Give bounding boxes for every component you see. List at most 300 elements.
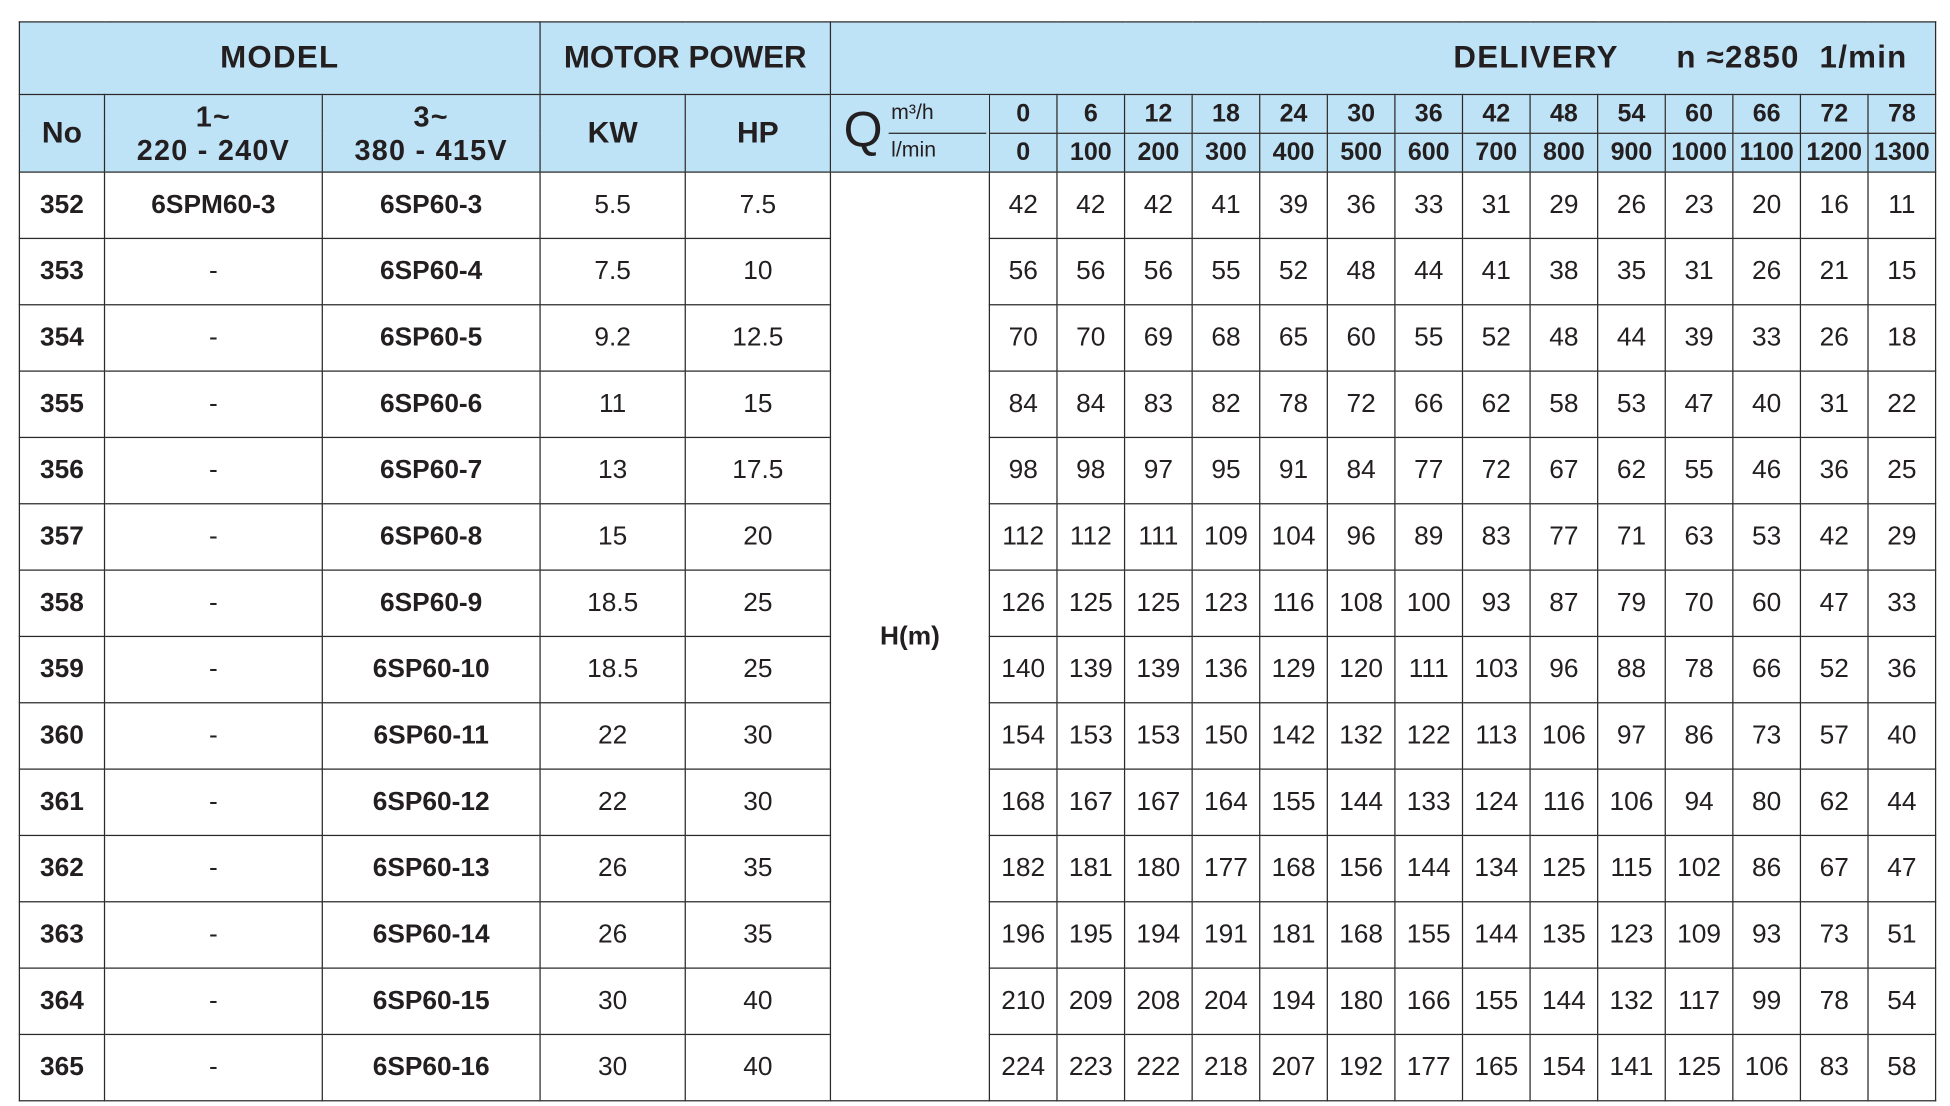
head-value: 99 xyxy=(1733,968,1801,1034)
head-value: 47 xyxy=(1665,371,1733,437)
head-value: 140 xyxy=(989,636,1057,702)
flow-symbol: Q xyxy=(843,102,883,158)
head-value: 91 xyxy=(1260,437,1328,503)
head-value: 123 xyxy=(1192,570,1260,636)
three-phase-model: 6SP60-8 xyxy=(322,504,540,570)
head-value: 26 xyxy=(1598,172,1666,238)
three-phase-symbol: 3~ xyxy=(413,99,449,133)
head-value: 182 xyxy=(989,835,1057,901)
flow-lmin-value: 500 xyxy=(1327,133,1395,172)
motor-kw: 5.5 xyxy=(540,172,685,238)
three-phase-header xyxy=(322,94,540,172)
single-phase-model: - xyxy=(105,968,323,1034)
head-value: 164 xyxy=(1192,769,1260,835)
head-value: 155 xyxy=(1395,902,1463,968)
flow-m3h-value: 72 xyxy=(1800,94,1868,133)
head-value: 109 xyxy=(1665,902,1733,968)
head-value: 139 xyxy=(1125,636,1193,702)
head-value: 84 xyxy=(1057,371,1125,437)
head-value: 154 xyxy=(989,703,1057,769)
three-phase-model: 6SP60-13 xyxy=(322,835,540,901)
motor-kw: 22 xyxy=(540,769,685,835)
flow-lmin-value: 100 xyxy=(1057,133,1125,172)
head-value: 31 xyxy=(1800,371,1868,437)
three-phase-model: 6SP60-15 xyxy=(322,968,540,1034)
row-number: 358 xyxy=(19,570,104,636)
head-value: 23 xyxy=(1665,172,1733,238)
head-value: 154 xyxy=(1530,1034,1598,1100)
head-value: 52 xyxy=(1800,636,1868,702)
head-value: 196 xyxy=(989,902,1057,968)
head-value: 155 xyxy=(1463,968,1531,1034)
head-value: 52 xyxy=(1463,305,1531,371)
head-value: 181 xyxy=(1057,835,1125,901)
head-value: 177 xyxy=(1395,1034,1463,1100)
head-value: 55 xyxy=(1192,238,1260,304)
single-phase-symbol: 1~ xyxy=(195,99,232,133)
head-value: 72 xyxy=(1463,437,1531,503)
head-value: 168 xyxy=(1260,835,1328,901)
head-value: 97 xyxy=(1598,703,1666,769)
head-value: 165 xyxy=(1463,1034,1531,1100)
head-value: 60 xyxy=(1733,570,1801,636)
flow-m3h-value: 30 xyxy=(1327,94,1395,133)
motor-kw: 22 xyxy=(540,703,685,769)
motor-kw: 26 xyxy=(540,835,685,901)
head-value: 126 xyxy=(989,570,1057,636)
flow-lmin-value: 300 xyxy=(1192,133,1260,172)
head-value: 153 xyxy=(1057,703,1125,769)
head-value: 15 xyxy=(1868,238,1936,304)
head-value: 97 xyxy=(1125,437,1193,503)
single-phase-model: - xyxy=(105,769,323,835)
row-number: 352 xyxy=(19,172,104,238)
head-value: 123 xyxy=(1598,902,1666,968)
flow-unit-lmin: l/min xyxy=(891,137,937,162)
motor-hp: 7.5 xyxy=(685,172,830,238)
kw-header: KW xyxy=(540,94,685,172)
flow-lmin-value: 800 xyxy=(1530,133,1598,172)
three-phase-model: 6SP60-3 xyxy=(322,172,540,238)
flow-lmin-value: 1000 xyxy=(1665,133,1733,172)
head-value: 168 xyxy=(1327,902,1395,968)
row-number: 355 xyxy=(19,371,104,437)
head-value: 44 xyxy=(1598,305,1666,371)
head-value: 72 xyxy=(1327,371,1395,437)
single-phase-header xyxy=(105,94,323,172)
head-value: 222 xyxy=(1125,1034,1193,1100)
row-number: 357 xyxy=(19,504,104,570)
flow-unit-header xyxy=(830,94,989,172)
head-value: 218 xyxy=(1192,1034,1260,1100)
head-value: 125 xyxy=(1057,570,1125,636)
head-value: 16 xyxy=(1800,172,1868,238)
motor-kw: 30 xyxy=(540,968,685,1034)
no-header: No xyxy=(19,94,104,172)
head-value: 120 xyxy=(1327,636,1395,702)
motor-hp: 30 xyxy=(685,769,830,835)
head-value: 106 xyxy=(1733,1034,1801,1100)
motor-kw: 9.2 xyxy=(540,305,685,371)
head-value: 111 xyxy=(1395,636,1463,702)
head-value: 181 xyxy=(1260,902,1328,968)
motor-hp: 30 xyxy=(685,703,830,769)
row-number: 356 xyxy=(19,437,104,503)
head-value: 47 xyxy=(1800,570,1868,636)
head-value: 67 xyxy=(1800,835,1868,901)
head-value: 26 xyxy=(1733,238,1801,304)
head-label: H(m) xyxy=(830,172,989,1101)
flow-m3h-value: 24 xyxy=(1260,94,1328,133)
model-header: MODEL xyxy=(19,22,540,95)
speed-label: n ≈2850 1/min xyxy=(1676,40,1908,76)
head-value: 192 xyxy=(1327,1034,1395,1100)
head-value: 155 xyxy=(1260,769,1328,835)
head-value: 42 xyxy=(1057,172,1125,238)
row-number: 365 xyxy=(19,1034,104,1100)
head-value: 66 xyxy=(1733,636,1801,702)
single-phase-model: - xyxy=(105,305,323,371)
head-value: 113 xyxy=(1463,703,1531,769)
head-value: 93 xyxy=(1733,902,1801,968)
head-value: 80 xyxy=(1733,769,1801,835)
head-value: 31 xyxy=(1463,172,1531,238)
head-value: 134 xyxy=(1463,835,1531,901)
single-phase-model: - xyxy=(105,703,323,769)
single-phase-model: - xyxy=(105,238,323,304)
head-value: 103 xyxy=(1463,636,1531,702)
head-value: 117 xyxy=(1665,968,1733,1034)
head-value: 129 xyxy=(1260,636,1328,702)
head-value: 62 xyxy=(1598,437,1666,503)
head-value: 204 xyxy=(1192,968,1260,1034)
head-value: 73 xyxy=(1733,703,1801,769)
head-value: 142 xyxy=(1260,703,1328,769)
head-value: 33 xyxy=(1868,570,1936,636)
head-value: 44 xyxy=(1395,238,1463,304)
head-value: 40 xyxy=(1733,371,1801,437)
motor-kw: 26 xyxy=(540,902,685,968)
head-value: 136 xyxy=(1192,636,1260,702)
head-value: 29 xyxy=(1530,172,1598,238)
head-value: 79 xyxy=(1598,570,1666,636)
head-value: 65 xyxy=(1260,305,1328,371)
head-value: 223 xyxy=(1057,1034,1125,1100)
motor-hp: 40 xyxy=(685,968,830,1034)
motor-hp: 15 xyxy=(685,371,830,437)
motor-hp: 17.5 xyxy=(685,437,830,503)
head-value: 84 xyxy=(989,371,1057,437)
head-value: 111 xyxy=(1125,504,1193,570)
head-value: 109 xyxy=(1192,504,1260,570)
three-phase-model: 6SP60-14 xyxy=(322,902,540,968)
head-value: 144 xyxy=(1530,968,1598,1034)
motor-hp: 35 xyxy=(685,902,830,968)
head-value: 36 xyxy=(1327,172,1395,238)
head-value: 194 xyxy=(1260,968,1328,1034)
head-value: 156 xyxy=(1327,835,1395,901)
row-number: 363 xyxy=(19,902,104,968)
head-value: 70 xyxy=(989,305,1057,371)
head-value: 108 xyxy=(1327,570,1395,636)
flow-lmin-value: 600 xyxy=(1395,133,1463,172)
motor-kw: 13 xyxy=(540,437,685,503)
head-value: 106 xyxy=(1530,703,1598,769)
single-phase-model: - xyxy=(105,371,323,437)
head-value: 44 xyxy=(1868,769,1936,835)
flow-lmin-value: 400 xyxy=(1260,133,1328,172)
motor-hp: 35 xyxy=(685,835,830,901)
head-value: 112 xyxy=(989,504,1057,570)
row-number: 361 xyxy=(19,769,104,835)
flow-m3h-value: 48 xyxy=(1530,94,1598,133)
single-phase-model: - xyxy=(105,636,323,702)
flow-m3h-value: 60 xyxy=(1665,94,1733,133)
head-value: 144 xyxy=(1327,769,1395,835)
head-value: 116 xyxy=(1260,570,1328,636)
head-value: 55 xyxy=(1395,305,1463,371)
head-value: 86 xyxy=(1665,703,1733,769)
single-phase-model: - xyxy=(105,504,323,570)
head-value: 166 xyxy=(1395,968,1463,1034)
hp-header: HP xyxy=(685,94,830,172)
head-value: 78 xyxy=(1665,636,1733,702)
three-phase-model: 6SP60-9 xyxy=(322,570,540,636)
head-value: 224 xyxy=(989,1034,1057,1100)
head-value: 25 xyxy=(1868,437,1936,503)
head-value: 98 xyxy=(989,437,1057,503)
head-value: 86 xyxy=(1733,835,1801,901)
head-value: 135 xyxy=(1530,902,1598,968)
head-value: 122 xyxy=(1395,703,1463,769)
head-value: 132 xyxy=(1327,703,1395,769)
head-value: 168 xyxy=(989,769,1057,835)
head-value: 78 xyxy=(1260,371,1328,437)
flow-lmin-value: 200 xyxy=(1125,133,1193,172)
motor-hp: 10 xyxy=(685,238,830,304)
head-value: 144 xyxy=(1395,835,1463,901)
motor-hp: 20 xyxy=(685,504,830,570)
head-value: 11 xyxy=(1868,172,1936,238)
head-value: 78 xyxy=(1800,968,1868,1034)
head-value: 116 xyxy=(1530,769,1598,835)
single-phase-model: - xyxy=(105,570,323,636)
flow-m3h-value: 42 xyxy=(1463,94,1531,133)
flow-unit-divider xyxy=(889,133,987,134)
head-value: 167 xyxy=(1057,769,1125,835)
flow-m3h-value: 78 xyxy=(1868,94,1936,133)
head-value: 22 xyxy=(1868,371,1936,437)
head-value: 31 xyxy=(1665,238,1733,304)
single-phase-model: - xyxy=(105,902,323,968)
head-value: 77 xyxy=(1530,504,1598,570)
motor-kw: 18.5 xyxy=(540,636,685,702)
flow-m3h-value: 12 xyxy=(1125,94,1193,133)
head-value: 41 xyxy=(1463,238,1531,304)
header-row-top xyxy=(19,22,1935,95)
motor-kw: 30 xyxy=(540,1034,685,1100)
head-value: 139 xyxy=(1057,636,1125,702)
table-row xyxy=(19,172,1935,238)
head-value: 20 xyxy=(1733,172,1801,238)
head-value: 47 xyxy=(1868,835,1936,901)
flow-lmin-value: 0 xyxy=(989,133,1057,172)
head-value: 112 xyxy=(1057,504,1125,570)
head-value: 48 xyxy=(1530,305,1598,371)
head-value: 83 xyxy=(1800,1034,1868,1100)
flow-m3h-value: 36 xyxy=(1395,94,1463,133)
three-phase-model: 6SP60-7 xyxy=(322,437,540,503)
head-value: 68 xyxy=(1192,305,1260,371)
head-value: 41 xyxy=(1192,172,1260,238)
row-number: 354 xyxy=(19,305,104,371)
head-value: 58 xyxy=(1530,371,1598,437)
head-value: 133 xyxy=(1395,769,1463,835)
flow-m3h-value: 0 xyxy=(989,94,1057,133)
head-value: 42 xyxy=(1125,172,1193,238)
head-value: 124 xyxy=(1463,769,1531,835)
head-value: 195 xyxy=(1057,902,1125,968)
flow-lmin-value: 700 xyxy=(1463,133,1531,172)
head-value: 207 xyxy=(1260,1034,1328,1100)
head-value: 180 xyxy=(1125,835,1193,901)
head-value: 106 xyxy=(1598,769,1666,835)
single-phase-model: - xyxy=(105,835,323,901)
row-number: 359 xyxy=(19,636,104,702)
head-value: 141 xyxy=(1598,1034,1666,1100)
head-value: 36 xyxy=(1800,437,1868,503)
head-value: 102 xyxy=(1665,835,1733,901)
head-value: 33 xyxy=(1733,305,1801,371)
head-value: 115 xyxy=(1598,835,1666,901)
head-value: 29 xyxy=(1868,504,1936,570)
head-value: 209 xyxy=(1057,968,1125,1034)
head-value: 56 xyxy=(1125,238,1193,304)
three-phase-model: 6SP60-11 xyxy=(322,703,540,769)
head-value: 71 xyxy=(1598,504,1666,570)
head-value: 70 xyxy=(1057,305,1125,371)
head-value: 56 xyxy=(1057,238,1125,304)
head-value: 153 xyxy=(1125,703,1193,769)
head-value: 48 xyxy=(1327,238,1395,304)
head-value: 38 xyxy=(1530,238,1598,304)
head-value: 55 xyxy=(1665,437,1733,503)
head-value: 26 xyxy=(1800,305,1868,371)
head-value: 210 xyxy=(989,968,1057,1034)
motor-kw: 15 xyxy=(540,504,685,570)
flow-lmin-value: 1100 xyxy=(1733,133,1801,172)
head-value: 191 xyxy=(1192,902,1260,968)
flow-lmin-value: 900 xyxy=(1598,133,1666,172)
head-value: 83 xyxy=(1125,371,1193,437)
head-value: 58 xyxy=(1868,1034,1936,1100)
single-phase-voltage: 220 - 240V xyxy=(136,133,291,166)
motor-kw: 18.5 xyxy=(540,570,685,636)
three-phase-model: 6SP60-6 xyxy=(322,371,540,437)
head-value: 87 xyxy=(1530,570,1598,636)
head-value: 83 xyxy=(1463,504,1531,570)
head-value: 52 xyxy=(1260,238,1328,304)
head-value: 46 xyxy=(1733,437,1801,503)
head-value: 51 xyxy=(1868,902,1936,968)
head-value: 98 xyxy=(1057,437,1125,503)
head-value: 70 xyxy=(1665,570,1733,636)
head-value: 57 xyxy=(1800,703,1868,769)
head-value: 96 xyxy=(1327,504,1395,570)
motor-power-header: MOTOR POWER xyxy=(540,22,830,95)
motor-kw: 11 xyxy=(540,371,685,437)
motor-hp: 40 xyxy=(685,1034,830,1100)
head-value: 39 xyxy=(1665,305,1733,371)
single-phase-model: - xyxy=(105,1034,323,1100)
head-value: 54 xyxy=(1868,968,1936,1034)
head-value: 104 xyxy=(1260,504,1328,570)
head-value: 39 xyxy=(1260,172,1328,238)
head-value: 150 xyxy=(1192,703,1260,769)
three-phase-model: 6SP60-4 xyxy=(322,238,540,304)
head-value: 194 xyxy=(1125,902,1193,968)
head-value: 67 xyxy=(1530,437,1598,503)
head-value: 96 xyxy=(1530,636,1598,702)
three-phase-model: 6SP60-16 xyxy=(322,1034,540,1100)
head-value: 125 xyxy=(1125,570,1193,636)
row-number: 364 xyxy=(19,968,104,1034)
head-value: 53 xyxy=(1733,504,1801,570)
single-phase-model: 6SPM60-3 xyxy=(105,172,323,238)
head-value: 77 xyxy=(1395,437,1463,503)
head-value: 88 xyxy=(1598,636,1666,702)
head-value: 63 xyxy=(1665,504,1733,570)
motor-kw: 7.5 xyxy=(540,238,685,304)
head-value: 100 xyxy=(1395,570,1463,636)
head-value: 35 xyxy=(1598,238,1666,304)
head-value: 125 xyxy=(1530,835,1598,901)
flow-m3h-value: 54 xyxy=(1598,94,1666,133)
head-value: 180 xyxy=(1327,968,1395,1034)
head-value: 60 xyxy=(1327,305,1395,371)
flow-m3h-value: 66 xyxy=(1733,94,1801,133)
head-value: 36 xyxy=(1868,636,1936,702)
three-phase-model: 6SP60-5 xyxy=(322,305,540,371)
head-value: 21 xyxy=(1800,238,1868,304)
head-value: 177 xyxy=(1192,835,1260,901)
single-phase-model: - xyxy=(105,437,323,503)
header-row-units xyxy=(19,94,1935,133)
head-value: 95 xyxy=(1192,437,1260,503)
row-number: 362 xyxy=(19,835,104,901)
three-phase-model: 6SP60-10 xyxy=(322,636,540,702)
head-value: 42 xyxy=(1800,504,1868,570)
head-value: 56 xyxy=(989,238,1057,304)
head-value: 144 xyxy=(1463,902,1531,968)
motor-hp: 25 xyxy=(685,636,830,702)
head-value: 93 xyxy=(1463,570,1531,636)
row-number: 360 xyxy=(19,703,104,769)
head-value: 73 xyxy=(1800,902,1868,968)
flow-m3h-value: 18 xyxy=(1192,94,1260,133)
head-value: 132 xyxy=(1598,968,1666,1034)
flow-lmin-value: 1200 xyxy=(1800,133,1868,172)
head-value: 40 xyxy=(1868,703,1936,769)
row-number: 353 xyxy=(19,238,104,304)
head-value: 84 xyxy=(1327,437,1395,503)
pump-performance-table xyxy=(19,21,1937,1101)
flow-m3h-value: 6 xyxy=(1057,94,1125,133)
head-value: 66 xyxy=(1395,371,1463,437)
flow-lmin-value: 1300 xyxy=(1868,133,1936,172)
head-value: 18 xyxy=(1868,305,1936,371)
three-phase-voltage: 380 - 415V xyxy=(354,133,508,166)
